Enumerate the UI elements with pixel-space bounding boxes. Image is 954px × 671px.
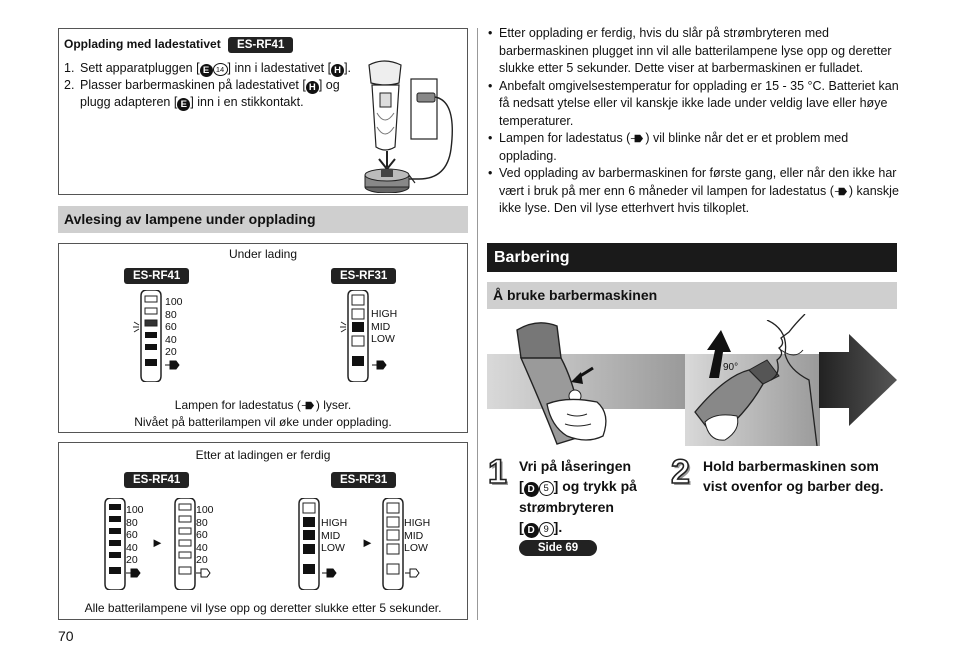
note-item: • Anbefalt omgivelsestemperatur for opplading er 15 - 35 °C. Batteriet kan få nedsatt ytelse eller vil kanskje ikke lade under veldig lave eller høye temperaturer. [487, 78, 899, 131]
angle-label: 90° [723, 362, 739, 373]
after-charge-footer: Alle batterilampene vil lyse opp og deretter slukke etter 5 sekunder. [84, 601, 442, 615]
ref-h-icon: H [331, 64, 344, 77]
charge-steps [64, 60, 364, 111]
step-number-1: 1 [488, 453, 507, 491]
plug-icon [195, 568, 213, 578]
column-divider [477, 28, 478, 620]
face-profile-illustration [755, 314, 815, 394]
model-badge-rf31: ES-RF31 [331, 472, 396, 488]
model-badge-rf41: ES-RF41 [124, 268, 189, 284]
level-labels-rf31-off: HIGH MID LOW [404, 517, 431, 554]
blink-mark-icon [133, 319, 147, 333]
next-step-arrow-icon [819, 334, 897, 426]
plug-icon [164, 360, 182, 370]
charging-caption: Under lading [228, 247, 298, 261]
step-2-text: Hold barbermaskinen som vist ovenfor og barber deg. [703, 458, 884, 494]
charging-note: Lampen for ladestatus ( ) lyser. Nivået på batterilampen vil øke under opplading. [134, 398, 392, 429]
charging-notes-list [487, 25, 899, 218]
level-labels-rf41-on: 100 80 60 40 20 [126, 504, 144, 566]
ref-e-icon: E [177, 98, 190, 111]
note-item: • Ved opplading av barbermaskinen for første gang, eller når den ikke har vært i bruk på mer enn 6 måneder vil lampen for ladestatus ( ) kanskje ikke lyse. Den vil lyse etterhvert hvis tilkoplet. [487, 165, 899, 218]
charge-step-2: 2. Plasser barbermaskinen på ladestativet [ H ] og plugg adapteren [ E ] inn i en stikkontakt. [64, 78, 340, 110]
charge-lamp-icon [630, 134, 645, 143]
shaving-illustration-panel [487, 314, 897, 446]
after-charge-caption: Etter at ladingen er ferdig [195, 448, 331, 462]
ref-d-icon: D [524, 523, 539, 538]
plug-icon [404, 568, 422, 578]
model-badge-rf41: ES-RF41 [124, 472, 189, 488]
battery-gauge-rf31-full-off [379, 498, 407, 590]
transition-arrow: ► [151, 535, 164, 550]
blink-mark-icon [340, 319, 354, 333]
model-badge: ES-RF41 [228, 37, 293, 53]
charge-stand-title: Opplading med ladestativet [64, 37, 221, 51]
shaving-subheading: Å bruke barbermaskinen [487, 282, 897, 309]
lamp-section-heading: Avlesing av lampene under opplading [58, 206, 468, 233]
shaving-section-heading: Barbering [487, 243, 897, 272]
charge-lamp-icon [301, 401, 316, 410]
plug-icon [321, 568, 339, 578]
plug-icon [125, 568, 143, 578]
battery-gauge-rf31-full-on [295, 498, 323, 590]
charge-stand-heading [64, 37, 293, 53]
level-labels-rf41-off: 100 80 60 40 20 [196, 504, 214, 566]
ref-e-icon: E [200, 64, 213, 77]
note-item: • Etter opplading er ferdig, hvis du slår på strømbryteren med barbermaskinen plugget inn vil alle batterilampene lyse opp og deretter slukke etter 5 sekunder. Dette viser at barbermaskinen er fulladet. [487, 25, 899, 78]
note-item: • Lampen for ladestatus ( ) vil blinke når det er et problem med opplading. [487, 130, 899, 165]
ref-d-icon: D [524, 482, 539, 497]
step-1-text: Vri på låseringen [ D 5 ] og trykk på strømbryteren [ D 9 ]. [519, 458, 637, 536]
level-labels-rf31-on: HIGH MID LOW [321, 517, 348, 554]
page-number: 70 [58, 628, 74, 644]
ref-num-icon: 14 [213, 63, 228, 76]
after-charge-box [58, 442, 468, 620]
level-labels-rf41: 100 80 60 40 20 [165, 296, 183, 358]
model-badge-rf31: ES-RF31 [331, 268, 396, 284]
charge-stand-box [58, 28, 468, 195]
charging-indicator-box [58, 243, 468, 433]
charge-step-1: 1. Sett apparatpluggen [ E 14 ] inn i ladestativet [ H ]. [64, 61, 352, 76]
shaver-on-stand-illustration [359, 57, 467, 193]
ref-num-icon: 5 [539, 481, 554, 496]
level-labels-rf31: HIGH MID LOW [371, 308, 398, 345]
charge-lamp-icon [834, 187, 849, 196]
ref-h-icon: H [306, 81, 319, 94]
shaver-in-hand-illustration [507, 318, 637, 446]
ref-num-icon: 9 [539, 522, 554, 537]
plug-icon [371, 360, 389, 370]
transition-arrow: ► [361, 535, 374, 550]
step-number-2: 2 [671, 453, 690, 491]
page-ref-badge[interactable]: Side 69 [519, 540, 597, 556]
